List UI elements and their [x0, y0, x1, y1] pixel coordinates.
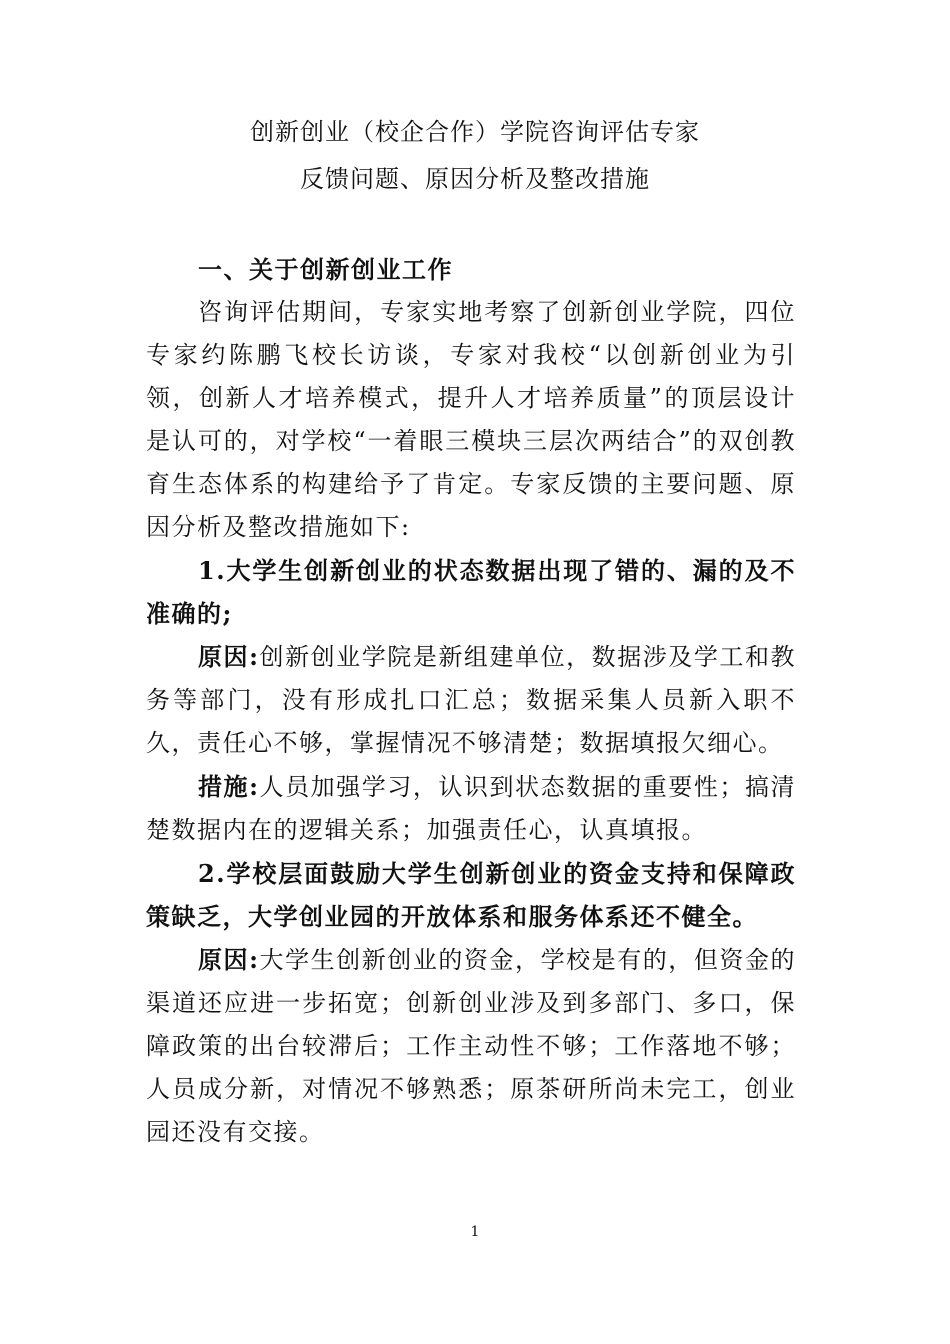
issue-1-title: 1.大学生创新创业的状态数据出现了错的、漏的及不准确的;	[146, 556, 796, 628]
reason-label: 原因:	[198, 642, 260, 671]
issue-2-reason	[146, 938, 796, 1154]
issue-1-reason	[146, 635, 796, 765]
reason-text: 创新创业学院是新组建单位，数据涉及学工和教务等部门，没有形成扎口汇总；数据采集人员新入职不久，责任心不够，掌握情况不够清楚；数据填报欠细心。	[146, 643, 797, 757]
measure-label: 措施:	[198, 772, 260, 801]
measure-text: 人员加强学习，认识到状态数据的重要性；搞清楚数据内在的逻辑关系；加强责任心，认真填报。	[146, 773, 797, 844]
reason-text: 大学生创新创业的资金，学校是有的，但资金的渠道还应进一步拓宽；创新创业涉及到多部门、多口，保障政策的出台较滞后；工作主动性不够；工作落地不够；人员成分新，对情况不够熟悉；原茶研所尚未完工，创业园还没有交接。	[146, 946, 797, 1146]
document-title-line-1: 创新创业（校企合作）学院咨询评估专家	[250, 118, 700, 146]
issue-2-title: 2.学校层面鼓励大学生创新创业的资金支持和保障政策缺乏，大学创业园的开放体系和服务体系还不健全。	[146, 859, 796, 931]
document-title-line-2: 反馈问题、原因分析及整改措施	[300, 165, 650, 193]
section-heading: 一、关于创新创业工作	[198, 255, 453, 284]
reason-label: 原因:	[198, 945, 260, 974]
issue-1-measure	[146, 765, 796, 852]
document-body	[146, 248, 796, 1154]
page-number: 1	[470, 1224, 480, 1240]
intro-paragraph: 咨询评估期间，专家实地考察了创新创业学院，四位专家约陈鹏飞校长访谈，专家对我校“以创新创业为引领，创新人才培养模式，提升人才培养质量”的顶层设计是认可的，对学校“一着眼三模块三层次两结合”的双创教育生态体系的构建给予了肯定。专家反馈的主要问题、原因分析及整改措施如下:	[146, 298, 796, 541]
